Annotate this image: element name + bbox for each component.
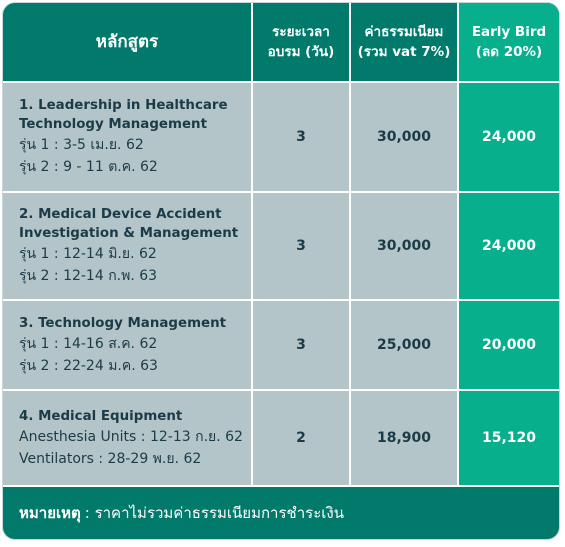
days-cell: 2: [253, 391, 351, 485]
course-title: 3. Technology Management: [19, 315, 227, 331]
session-2: รุ่น 2 : 9 - 11 ต.ค. 62: [19, 159, 158, 175]
days-cell: 3: [253, 83, 351, 191]
header-course-label: หลักสูตร: [95, 32, 159, 52]
session-1: รุ่น 1 : 12-14 มิ.ย. 62: [19, 246, 157, 262]
session-2: Ventilators : 28-29 พ.ย. 62: [19, 450, 202, 467]
days-cell: 3: [253, 193, 351, 299]
session-1: รุ่น 1 : 14-16 ส.ค. 62: [19, 335, 158, 352]
footnote: [3, 485, 559, 539]
course-title-cont: Investigation & Management: [19, 226, 239, 241]
course-fee-table: [3, 3, 559, 539]
course-title-cont: Technology Management: [19, 117, 207, 132]
table-row: [3, 299, 559, 389]
course-title: 2. Medical Device Accident: [19, 207, 222, 222]
header-early-line1: Early Bird: [471, 24, 547, 40]
header-course: [3, 3, 253, 81]
early-bird-cell: 15,120: [459, 391, 559, 485]
course-cell: [3, 83, 253, 191]
header-early-bird: [459, 3, 559, 81]
header-fee-line2: (รวม vat 7%): [357, 44, 451, 60]
course-cell: [3, 301, 253, 389]
course-title: 4. Medical Equipment: [19, 408, 183, 424]
session-1: Anesthesia Units : 12-13 ก.ย. 62: [19, 428, 243, 445]
header-fee: [351, 3, 459, 81]
footnote-text: : ราคาไม่รวมค่าธรรมเนียมการชำระเงิน: [84, 504, 344, 522]
course-cell: [3, 193, 253, 299]
footnote-label: หมายเหตุ: [19, 504, 81, 522]
fee-cell: 30,000: [351, 83, 459, 191]
fee-cell: 25,000: [351, 301, 459, 389]
session-2: รุ่น 2 : 12-14 ก.พ. 63: [19, 268, 158, 284]
header-duration: [253, 3, 351, 81]
early-bird-cell: 24,000: [459, 193, 559, 299]
fee-cell: 18,900: [351, 391, 459, 485]
table-header: [3, 3, 559, 81]
header-duration-line2: อบรม (วัน): [267, 44, 335, 60]
course-cell: [3, 391, 253, 485]
header-duration-line1: ระยะเวลา: [272, 24, 330, 40]
early-bird-cell: 24,000: [459, 83, 559, 191]
table-row: [3, 81, 559, 191]
fee-cell: 30,000: [351, 193, 459, 299]
session-2: รุ่น 2 : 22-24 ม.ค. 63: [19, 357, 158, 374]
table-row: [3, 389, 559, 485]
header-fee-line1: ค่าธรรมเนียม: [364, 24, 444, 40]
session-1: รุ่น 1 : 3-5 เม.ย. 62: [19, 137, 144, 153]
days-cell: 3: [253, 301, 351, 389]
early-bird-cell: 20,000: [459, 301, 559, 389]
table-row: [3, 191, 559, 299]
header-early-line2: (ลด 20%): [475, 44, 543, 60]
course-title: 1. Leadership in Healthcare: [19, 98, 228, 113]
